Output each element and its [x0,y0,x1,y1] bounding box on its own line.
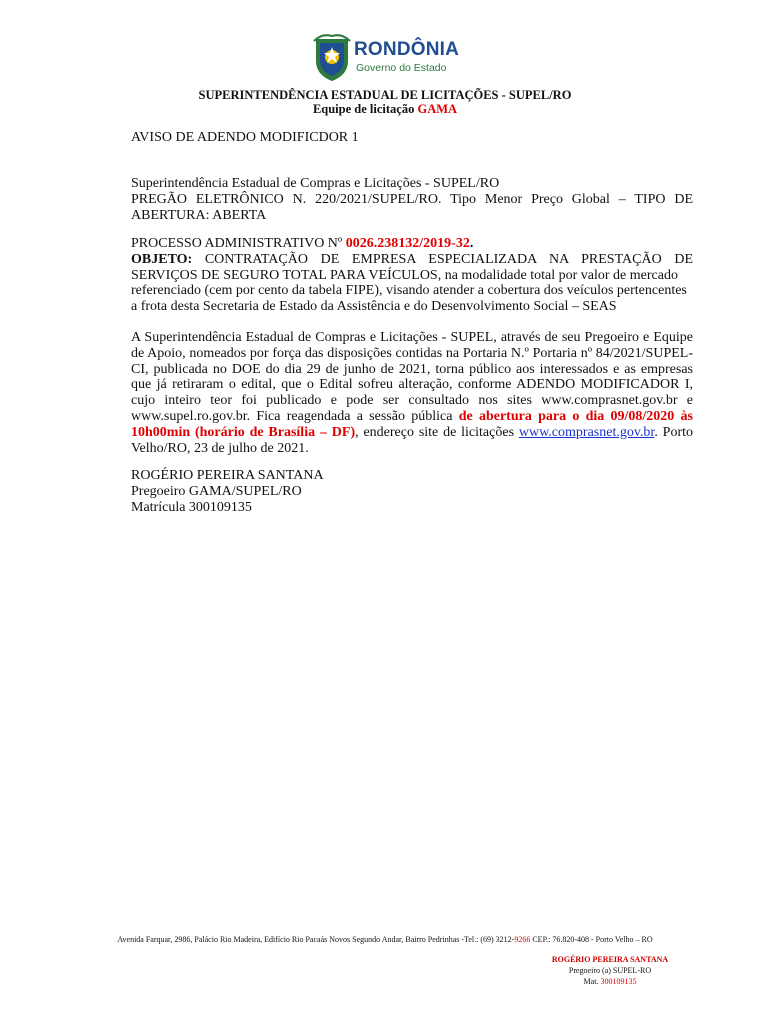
stamp-role: Pregoeiro (a) SUPEL-RO [568,966,652,975]
footer-address [0,935,770,944]
footer-phone-end: 9266 [514,935,531,944]
body-line [131,425,693,441]
body-line: Velho/RO, 23 de julho de 2021. [131,440,309,456]
rondonia-logo [312,33,460,87]
intro-paragraph [131,176,693,223]
process-paragraph [131,236,693,315]
stamp-mat [530,976,690,987]
intro-line: PREGÃO ELETRÔNICO N. 220/2021/SUPEL/RO. Tipo Menor Preço Global – TIPO DE [131,191,693,207]
object-line: a frota desta Secretaria de Estado da Assistência e do Desenvolvimento Social – SEAS [131,299,617,315]
session-date: de abertura para o dia 09/08/2020 às [458,408,693,424]
header-agency: SUPERINTENDÊNCIA ESTADUAL DE LICITAÇÕES - SUPEL/RO [198,88,572,102]
comprasnet-link[interactable]: www.comprasnet.gov.br [518,424,655,440]
process-period: . [469,236,474,251]
object-line [131,252,693,268]
footer-address-text: CEP.: 76.820-408 - Porto Velho – RO [530,935,653,944]
process-label: PROCESSO ADMINISTRATIVO Nº [131,236,346,251]
process-line [131,236,693,252]
body-line [131,409,693,425]
logo-subtitle: Governo do Estado [356,62,447,74]
intro-line: ABERTURA: ABERTA [131,207,267,223]
body-line: de Apoio, nomeados por força das disposições contidas na Portaria N.º Portaria nº 84/2021/SUPEL- [131,345,693,361]
signature-block [131,468,693,515]
stamp-mat-number: 300109135 [600,977,637,986]
object-line: referenciado (cem por cento da tabela FIPE), visando atender a cobertura dos veículos pertencentes [131,283,687,299]
signature-name: ROGÉRIO PEREIRA SANTANA [131,468,324,483]
body-text: www.supel.ro.gov.br. Fica reagendada a sessão pública [131,408,459,424]
body-line: CI, publicada no DOE do dia 29 de junho de 2021, torna público aos interessados e as empresas [131,361,693,377]
header-team-name: GAMA [417,102,458,116]
session-time: 10h00min (horário de Brasília – DF) [131,424,356,440]
body-paragraph [131,330,693,456]
body-text: , endereço site de licitações [355,424,519,440]
intro-line: Superintendência Estadual de Compras e Licitações - SUPEL/RO [131,176,500,191]
notice-title: AVISO DE ADENDO MODIFICDOR 1 [131,130,359,145]
footer-address-text: Avenida Farquar, 2986, Palácio Rio Madeira, Edifício Rio Pacaás Novos Segundo Andar, Bairro Pedrinhas -Tel.: (69) 3212- [117,935,515,944]
signature-stamp [530,954,690,987]
body-text: . Porto [654,424,693,440]
body-line: cujo inteiro teor foi publicado e pode ser consultado nos sites www.comprasnet.gov.br e [131,393,693,409]
header-team [0,102,770,117]
stamp-mat-label: Mat. [583,977,601,986]
signature-role: Pregoeiro GAMA/SUPEL/RO [131,483,302,499]
object-label: OBJETO: [131,251,193,267]
object-line: SERVIÇOS DE SEGURO TOTAL PARA VEÍCULOS, na modalidade total por valor de mercado [131,267,678,283]
body-line: que já retiraram o edital, que o Edital sofreu alteração, conforme ADENDO MODIFICADOR I, [131,377,693,393]
state-coat-of-arms-icon [312,33,352,83]
signature-registration: Matrícula 300109135 [131,499,252,515]
body-line: A Superintendência Estadual de Compras e Licitações - SUPEL, através de seu Pregoeiro e Equipe [131,330,693,345]
stamp-name: ROGÉRIO PEREIRA SANTANA [551,955,669,964]
process-number: 0026.238132/2019-32 [345,236,470,251]
header-team-prefix: Equipe de licitação [312,102,418,116]
object-text: CONTRATAÇÃO DE EMPRESA ESPECIALIZADA NA PRESTAÇÃO DE [192,251,693,267]
logo-title: RONDÔNIA [354,39,460,60]
